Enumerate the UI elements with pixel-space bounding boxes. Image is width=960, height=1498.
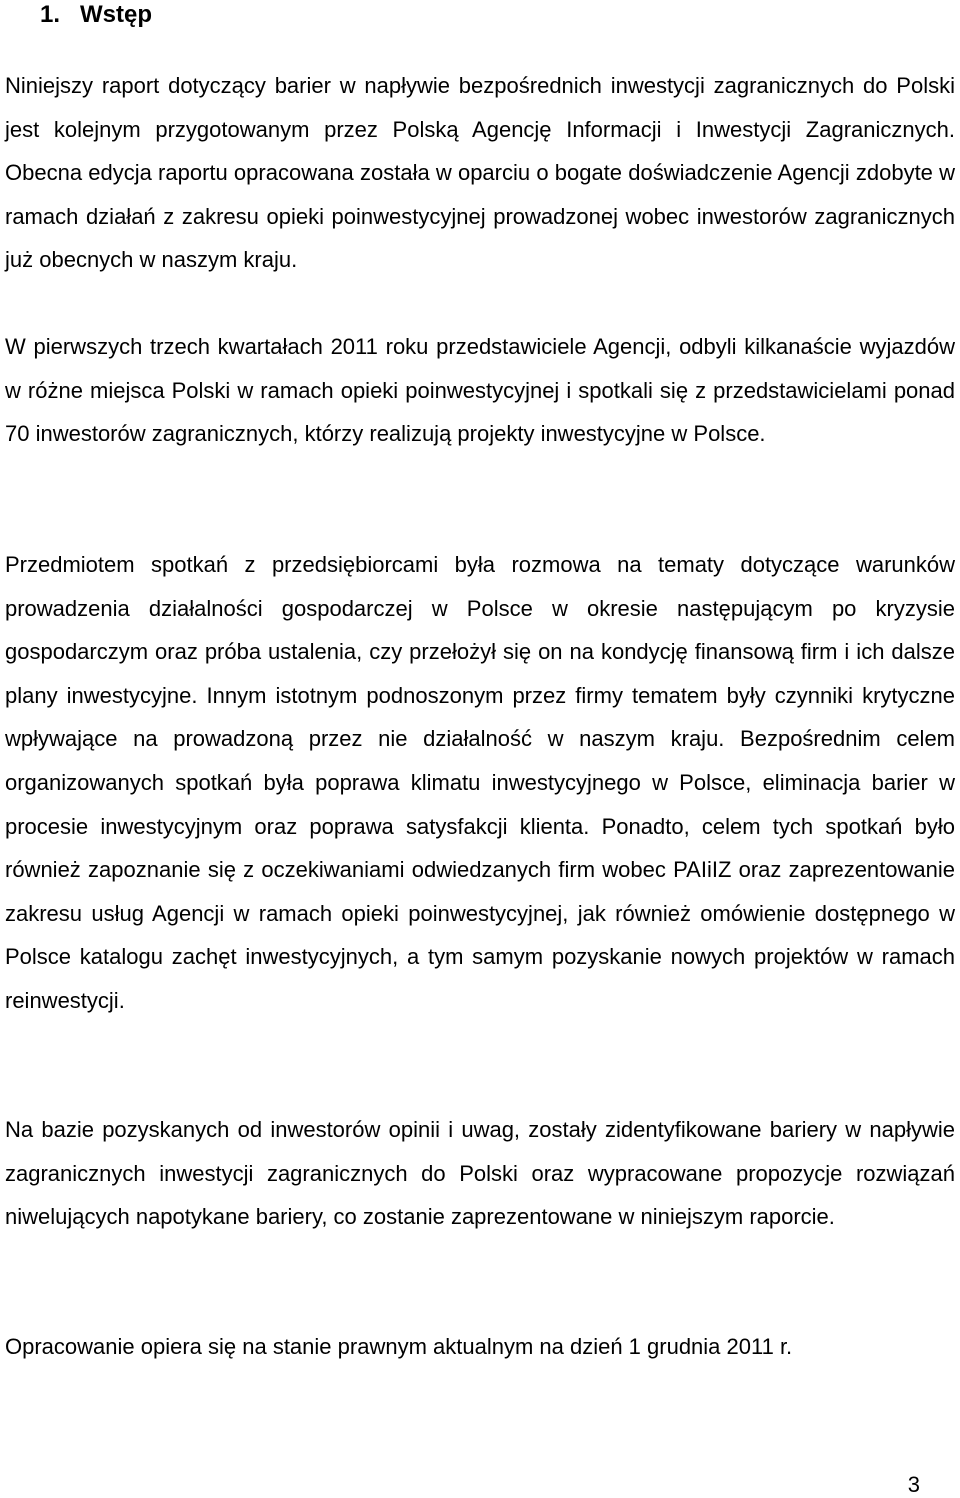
- paragraph-legal-state: Opracowanie opiera się na stanie prawnym aktualnym na dzień 1 grudnia 2011 r.: [5, 1334, 793, 1359]
- section-heading: [40, 0, 152, 30]
- paragraph-visits: W pierwszych trzech kwartałach 2011 roku przedstawiciele Agencji, odbyli kilkanaście wyjazdów w różne miejsca Polski w ramach opieki poinwestycyjnej i spotkali się z przedstawicielami ponad 70 inwestorów zagranicznych, którzy realizują projekty inwestycyjne w Polsce.: [5, 334, 955, 447]
- section-title: Wstęp: [80, 1, 152, 28]
- paragraph-introduction: Niniejszy raport dotyczący barier w napływie bezpośrednich inwestycji zagranicznych do Polski jest kolejnym przygotowanym przez Polską Agencję Informacji i Inwestycji Zagranicznych. Obecna edycja raportu opracowana została w oparciu o bogate doświadczenie Agencji zdobyte w ramach działań z zakresu opieki poinwestycyjnej prowadzonej wobec inwestorów zagranicznych już obecnych w naszym kraju.: [5, 73, 955, 273]
- paragraph-meeting-topics: Przedmiotem spotkań z przedsiębiorcami była rozmowa na tematy dotyczące warunków prowadzenia działalności gospodarczej w Polsce w okresie następującym po kryzysie gospodarczym oraz próba ustalenia, czy przełożył się on na kondycję finansową firm i ich dalsze plany inwestycyjne. Innym istotnym podnoszonym przez firmy tematem były czynniki krytyczne wpływające na prowadzoną przez nie działalność w naszym kraju. Bezpośrednim celem organizowanych spotkań była poprawa klimatu inwestycyjnego w Polsce, eliminacja barier w procesie inwestycyjnym oraz poprawa satysfakcji klienta. Ponadto, celem tych spotkań było również zapoznanie się z oczekiwaniami odwiedzanych firm wobec PAIiIZ oraz zaprezentowanie zakresu usług Agencji w ramach opieki poinwestycyjnej, jak również omówienie dostępnego w Polsce katalogu zachęt inwestycyjnych, a tym samym pozyskanie nowych projektów w ramach reinwestycji.: [5, 552, 955, 1013]
- page-number: 3: [907, 1472, 920, 1497]
- paragraph-barriers: Na bazie pozyskanych od inwestorów opinii i uwag, zostały zidentyfikowane bariery w napływie zagranicznych inwestycji zagranicznych do Polski oraz wypracowane propozycje rozwiązań niwelujących napotykane bariery, co zostanie zaprezentowane w niniejszym raporcie.: [5, 1117, 955, 1230]
- section-number: 1.: [40, 1, 61, 28]
